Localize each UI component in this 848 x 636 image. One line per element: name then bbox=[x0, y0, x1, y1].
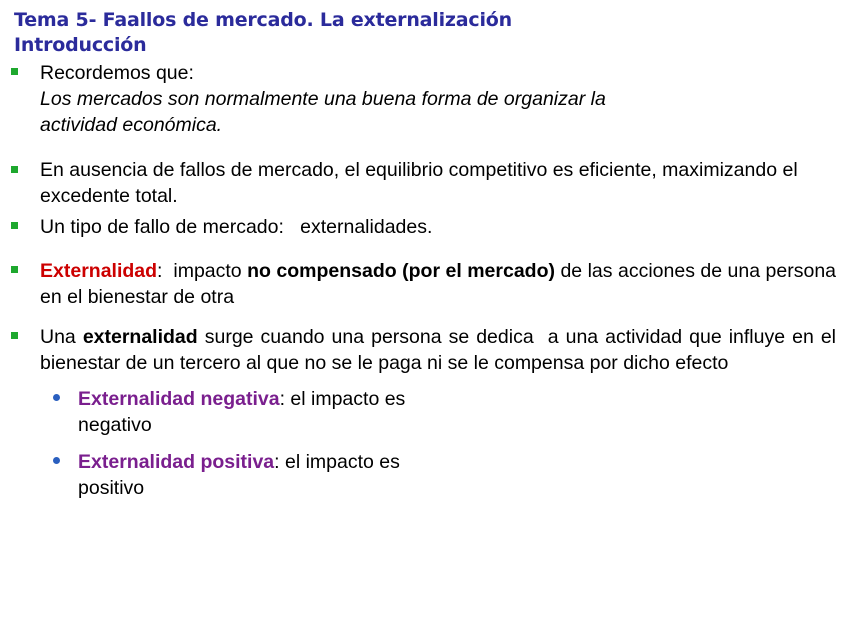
bullet-square-icon bbox=[11, 166, 18, 173]
bullet-externalidad-definicion bbox=[40, 258, 836, 310]
bullet-dot-icon bbox=[53, 457, 60, 464]
text-fragment: : el impacto es positivo bbox=[78, 451, 400, 499]
bullet-square-icon bbox=[11, 68, 18, 75]
bullet-square-icon bbox=[11, 222, 18, 229]
bullet-recordemos bbox=[40, 60, 680, 138]
emphasis-externalidad: externalidad bbox=[82, 326, 198, 348]
bullet-dot-icon bbox=[53, 394, 60, 401]
bullet-recordemos-quote: Los mercados son normalmente una buena forma de organizar la actividad económica. bbox=[40, 88, 606, 136]
sub-bullet-positiva bbox=[78, 449, 458, 501]
slide-title-block bbox=[14, 8, 512, 58]
emphasis-no-compensado: no compensado (por el mercado) bbox=[247, 260, 555, 282]
bullet-square-icon bbox=[11, 266, 18, 273]
bullet-externalidad-surge bbox=[40, 324, 836, 376]
sub-bullet-negativa bbox=[78, 386, 458, 438]
term-externalidad-negativa: Externalidad negativa bbox=[78, 388, 280, 410]
bullet-square-icon bbox=[11, 332, 18, 339]
term-externalidad-positiva: Externalidad positiva bbox=[78, 451, 275, 473]
bullet-recordemos-lead: Recordemos que: bbox=[40, 62, 194, 84]
bullet-ausencia-fallos: En ausencia de fallos de mercado, el equilibrio competitivo es eficiente, maximizando el excedente total. bbox=[40, 159, 798, 207]
bullet-tipo-fallo: Un tipo de fallo de mercado: externalidades. bbox=[40, 216, 433, 238]
slide-title: Tema 5- Faallos de mercado. La externalización bbox=[14, 9, 512, 31]
text-fragment: : el impacto es negativo bbox=[78, 388, 406, 436]
term-externalidad: Externalidad bbox=[40, 260, 158, 282]
slide-subtitle: Introducción bbox=[14, 34, 147, 56]
text-fragment: : impacto bbox=[157, 260, 248, 282]
text-fragment: surge cuando una persona se dedica a una actividad que influye en el bienestar de un tercero al que no se le paga ni se le compensa por dicho efecto bbox=[40, 326, 836, 374]
text-fragment: de las acciones de una persona en el bienestar de otra bbox=[40, 260, 837, 308]
text-fragment: Una bbox=[40, 326, 83, 348]
